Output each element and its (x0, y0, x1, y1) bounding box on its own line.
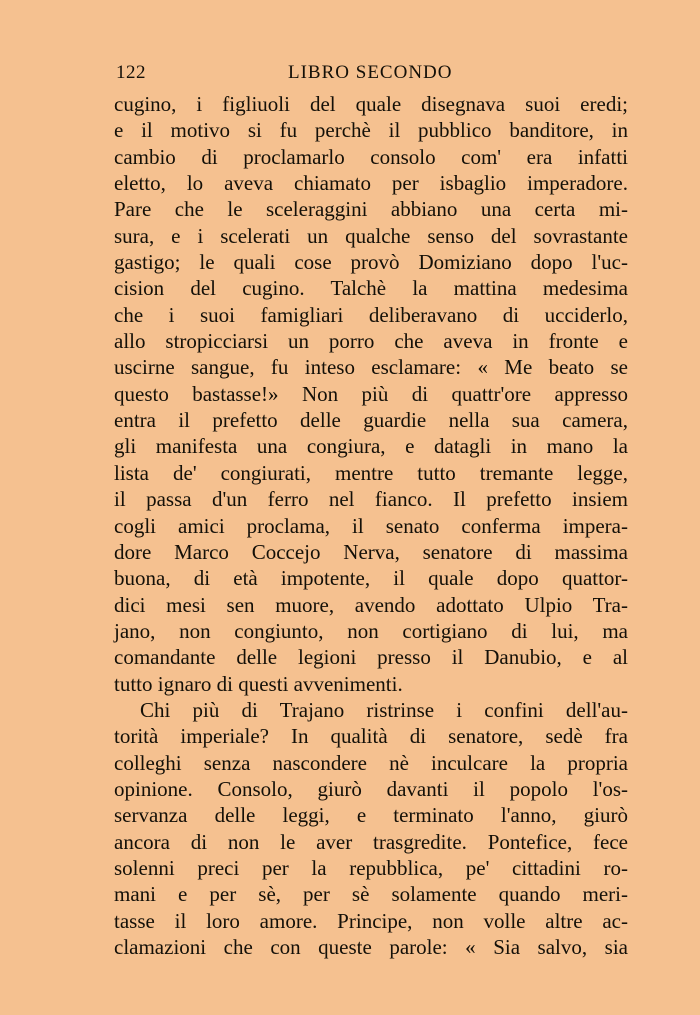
text-line: dore Marco Coccejo Nerva, senatore di massima (114, 539, 628, 564)
text-line: jano, non congiunto, non cortigiano di lui, ma (114, 618, 628, 643)
running-head: LIBRO SECONDO (288, 62, 453, 83)
text-line: cision del cugino. Talchè la mattina medesima (114, 276, 628, 301)
text-line: torità imperiale? In qualità di senatore, sedè fra (114, 724, 628, 749)
text-line: cugino, i figliuoli del quale disegnava suoi eredi; (114, 92, 628, 116)
text-line: opinione. Consolo, giurò davanti il popolo l'os- (114, 776, 628, 801)
body-text (114, 91, 628, 960)
paragraph-first-line: Chi più di Trajano ristrinse i confini dell'au- (140, 697, 628, 722)
text-line: sura, e i scelerati un qualche senso del sovrastante (114, 223, 628, 248)
text-line: buona, di età impotente, il quale dopo quattor- (114, 566, 628, 591)
text-line: gli manifesta una congiura, e datagli in mano la (114, 434, 628, 459)
text-line: che i suoi famigliari deliberavano di ucciderlo, (114, 302, 628, 327)
text-line: cogli amici proclama, il senato conferma impera- (114, 513, 628, 538)
text-line: questo bastasse!» Non più di quattr'ore appresso (114, 381, 628, 406)
text-line: solenni preci per la repubblica, pe' cittadini ro- (114, 855, 628, 880)
text-line: dici mesi sen muore, avendo adottato Ulpio Tra- (114, 592, 628, 617)
text-line: uscirne sangue, fu inteso esclamare: « Me beato se (114, 355, 628, 380)
text-line: Pare che le sceleraggini abbiano una certa mi- (114, 197, 628, 222)
text-line: servanza delle leggi, e terminato l'anno, giurò (114, 803, 628, 828)
text-line: e il motivo si fu perchè il pubblico banditore, in (114, 118, 628, 143)
text-line: ancora di non le aver trasgredite. Pontefice, fece (114, 829, 628, 854)
text-line: tasse il loro amore. Principe, non volle altre ac- (114, 908, 628, 933)
text-line: lista de' congiurati, mentre tutto tremante legge, (114, 460, 628, 485)
text-line: clamazioni che con queste parole: « Sia salvo, sia (114, 935, 628, 959)
text-line: il passa d'un ferro nel fianco. Il prefetto insiem (114, 487, 628, 512)
text-line: colleghi senza nascondere nè inculcare la propria (114, 750, 628, 775)
text-line: cambio di proclamarlo consolo com' era infatti (114, 144, 628, 169)
text-line: gastigo; le quali cose provò Domiziano dopo l'uc- (114, 250, 628, 275)
text-line: comandante delle legioni presso il Danubio, e al (114, 645, 628, 670)
page-header (116, 62, 626, 90)
text-line: allo stropicciarsi un porro che aveva in fronte e (114, 329, 628, 354)
text-line: eletto, lo aveva chiamato per isbaglio imperadore. (114, 171, 628, 196)
page-number: 122 (116, 62, 146, 83)
paragraph-end-line: tutto ignaro di questi avvenimenti. (114, 671, 403, 696)
text-line: mani e per sè, per sè solamente quando meri- (114, 882, 628, 907)
text-line: entra il prefetto delle guardie nella sua camera, (114, 408, 628, 433)
